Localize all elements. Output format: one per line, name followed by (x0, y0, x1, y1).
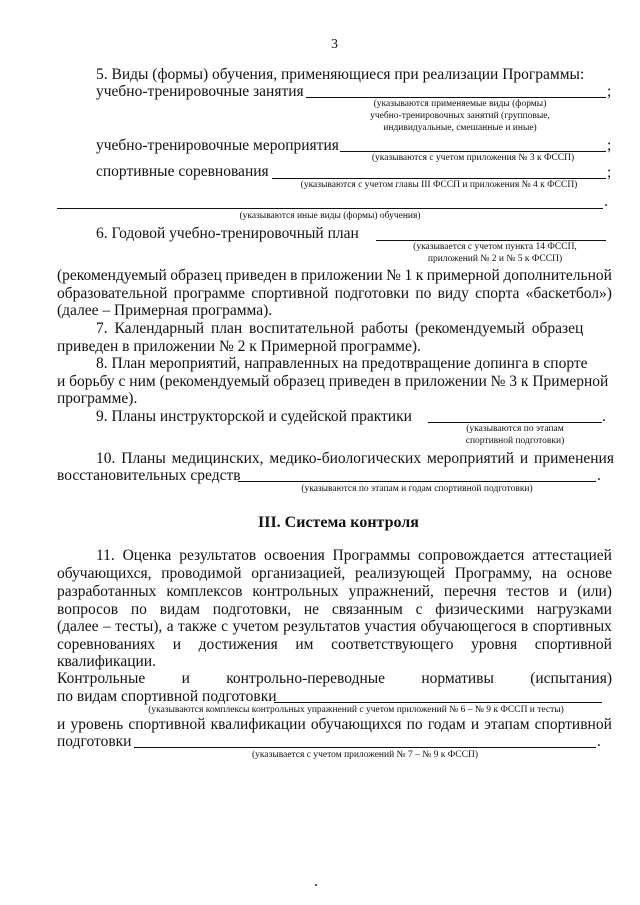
section-11-note2: (указывается с учетом приложений № 7 – № 9 к ФССП) (252, 750, 478, 760)
section-11-note1: (указываются комплексы контрольных упражнений с учетом приложений № 6 – № 9 к ФССП и тесты) (148, 705, 564, 715)
section-9-blank[interactable] (428, 422, 602, 423)
section-10-period: . (597, 467, 601, 484)
section-9-period: . (602, 408, 606, 425)
section-5-row2-semicolon: ; (607, 137, 612, 154)
section-11-line7: квалификации. (57, 653, 156, 670)
section-5-row3-blank[interactable] (272, 178, 606, 179)
section-10-line1: 10. Планы медицинских, медико-биологических мероприятий и применения (96, 450, 614, 467)
section-10-note: (указываются по этапам и годам спортивной подготовки) (301, 484, 533, 494)
section-11-line4: вопросов по видам подготовки, не связанным с физическими нагрузками (57, 601, 612, 618)
section-8-line1: 8. План мероприятий, направленных на предотвращение допинга в спорте (96, 355, 588, 372)
section-5-row1-note1: (указываются применяемые виды (формы) (373, 99, 547, 109)
section-6-paragraph-line3: (далее – Примерная программа). (57, 302, 273, 319)
section-10-label: восстановительных средств (57, 467, 241, 484)
section-11-period: . (597, 733, 601, 750)
section-10-blank[interactable] (238, 481, 596, 482)
section-8-line2: и борьбу с ним (рекомендуемый образец приведен в приложении № 3 к Примерной (57, 373, 609, 390)
section-6-paragraph-line1: (рекомендуемый образец приведен в приложении № 1 к примерной дополнительной (57, 267, 612, 284)
section-5-row1-semicolon: ; (607, 83, 612, 100)
section-6-label: 6. Годовой учебно-тренировочный план (96, 225, 359, 242)
section-6-paragraph-line2: образовательной программе спортивной подготовки по виду спорта «баскетбол») (57, 285, 612, 302)
section-11-line8: Контрольные и контрольно-переводные нормативы (испытания) (57, 670, 612, 687)
section-6-note2: приложений № 2 и № 5 к ФССП) (427, 254, 563, 264)
section-5-row1-note2: учебно-тренировочных занятий (групповые, (370, 111, 550, 121)
section-11-line3: разработанных комплексов контрольных упражнений, перечня тестов и (или) (57, 583, 612, 600)
scan-speck (315, 884, 317, 886)
section-6-blank[interactable] (376, 240, 606, 241)
section-11-line10: и уровень спортивной квалификации обучающихся по годам и этапам спортивной (57, 716, 612, 733)
section-5-row1-blank[interactable] (306, 97, 606, 98)
page-number: 3 (331, 37, 338, 52)
section-8-line3: программе). (57, 390, 138, 407)
section-5-row2-note: (указываются с учетом приложения № 3 к ФССП) (371, 153, 575, 163)
section-9-note1: (указываются по этапам (466, 424, 564, 434)
section-5-row4-note: (указываются иные виды (формы) обучения) (239, 211, 421, 221)
section-11-blank1[interactable] (274, 702, 602, 703)
section-11-line5: (далее – тесты), а также с учетом результатов участия обучающегося в спортивных (57, 618, 612, 635)
section-11-line9-label: по видам спортивной подготовки (57, 688, 277, 705)
section-5-row3-note: (указываются с учетом главы III ФССП и приложения № 4 к ФССП) (300, 180, 578, 190)
section-11-line2: обучающихся, проводимой организацией, реализующей Программу, на основе (57, 565, 612, 582)
section-5-row4-blank[interactable] (57, 208, 603, 209)
section-5-row2-blank[interactable] (340, 151, 606, 152)
section-5-row1-note3: индивидуальные, смешанные и иные) (383, 123, 537, 133)
section-11-line6: соревнованиях и достижения им соответствующего уровня спортивной (57, 636, 612, 653)
section-9-note2: спортивной подготовки) (465, 436, 565, 446)
section-7-line1: 7. Календарный план воспитательной работы (рекомендуемый образец (96, 320, 584, 337)
section-5-row4-period: . (604, 193, 608, 210)
section-9-label: 9. Планы инструкторской и судейской практики (96, 408, 412, 425)
section-heading: III. Система контроля (258, 514, 419, 531)
section-11-line1: 11. Оценка результатов освоения Программы сопровождается аттестацией (96, 547, 612, 564)
section-5-row3-label: спортивные соревнования (96, 163, 269, 180)
section-5-title: 5. Виды (формы) обучения, применяющиеся при реализации Программы: (96, 66, 585, 83)
section-6-note1: (указывается с учетом пункта 14 ФССП, (413, 242, 577, 252)
section-5-row3-semicolon: ; (607, 164, 612, 181)
section-11-line11-label: подготовки (57, 733, 132, 750)
section-7-line2: приведен в приложении № 2 к Примерной программе). (57, 338, 421, 355)
section-5-row1-label: учебно-тренировочные занятия (96, 83, 304, 100)
section-11-blank2[interactable] (134, 747, 596, 748)
section-5-row2-label: учебно-тренировочные мероприятия (96, 137, 339, 154)
